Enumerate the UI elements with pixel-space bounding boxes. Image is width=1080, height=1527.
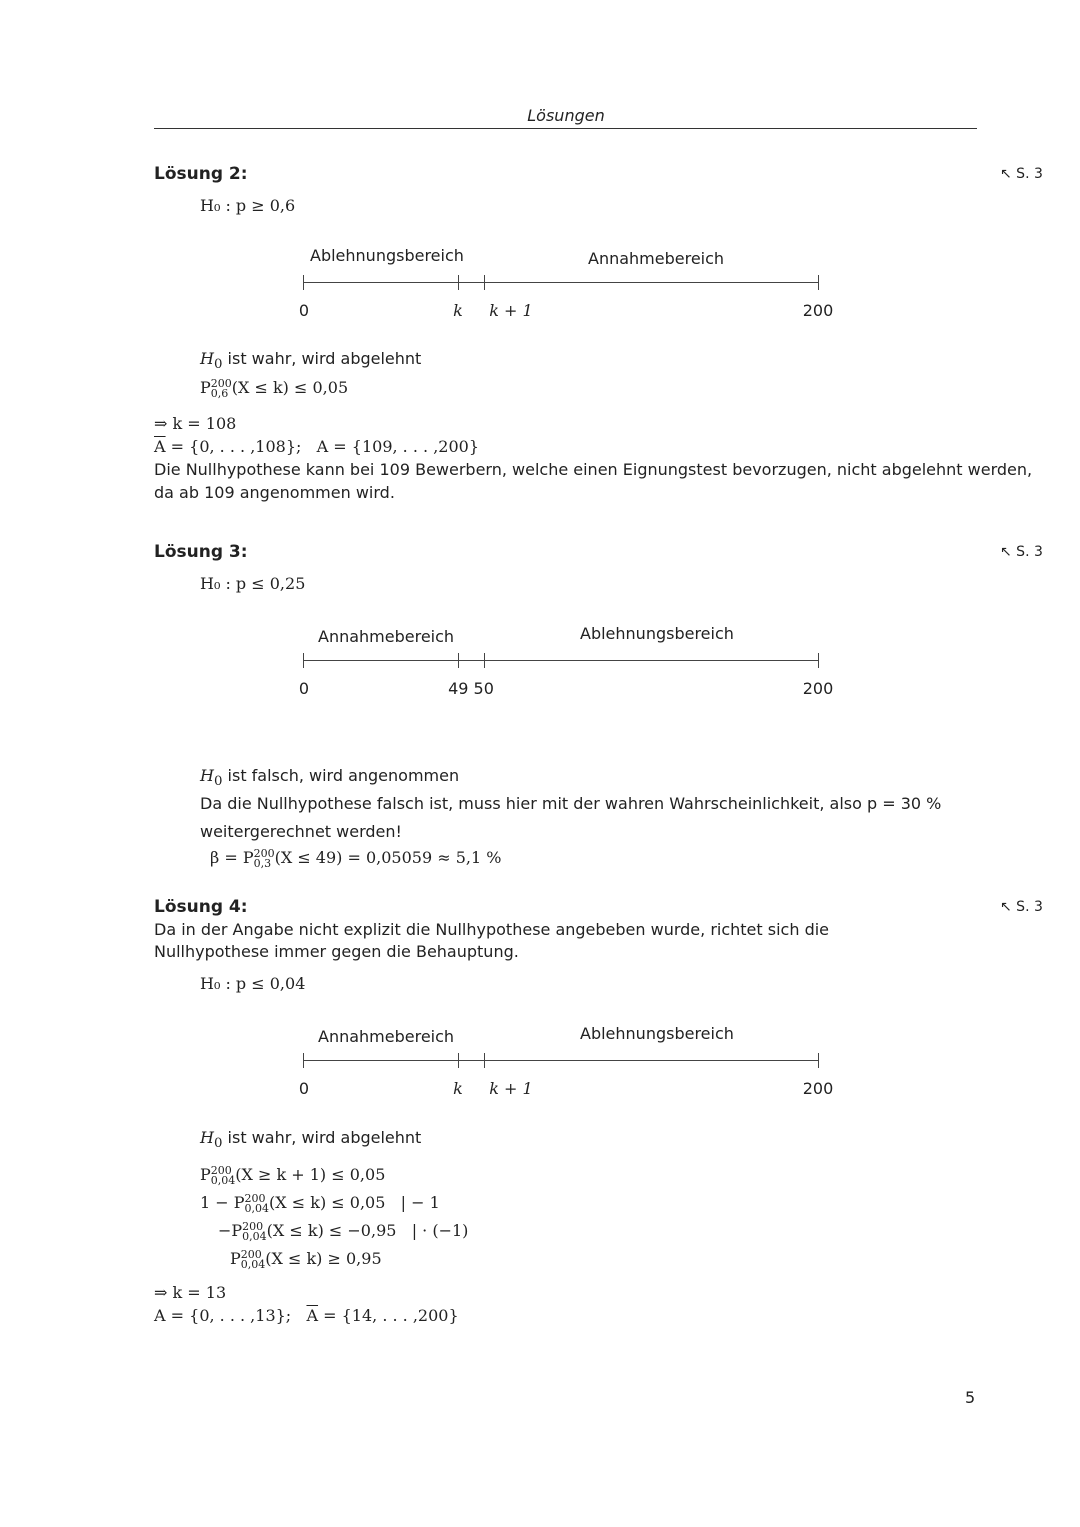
number-line — [298, 1024, 834, 1099]
tick-label: k + 1 — [489, 301, 533, 320]
hypothesis: H₀ : p ≤ 0,04 — [200, 974, 306, 993]
conclusion-line: Die Nullhypothese kann bei 109 Bewerbern, welche einen Eignungstest bevorzugen, nicht abgelehnt werden, — [154, 460, 1033, 479]
back-reference-link[interactable]: ↖ S. 3 — [1000, 544, 1043, 560]
rejection-region-label: Ablehnungsbereich — [310, 246, 464, 265]
case-statement: $H_0$ ist falsch, wird angenommen — [200, 766, 460, 790]
header-title: Lösungen — [527, 106, 605, 125]
tick — [303, 1053, 304, 1068]
page-number: 5 — [965, 1388, 976, 1407]
axis-line — [303, 282, 819, 283]
explanation-line: Da die Nullhypothese falsch ist, muss hier mit der wahren Wahrscheinlichkeit, also p = 30 % — [200, 794, 942, 813]
tick-label: k — [453, 301, 463, 320]
tick — [458, 275, 459, 290]
solution-2-heading: Lösung 2: — [154, 164, 248, 184]
tick-label: k + 1 — [489, 1079, 533, 1098]
sets: $\overline{A} = \{0$, . . . ,108}; A = {109, . . . ,200} — [154, 437, 479, 456]
hypothesis: H₀ : p ≥ 0,6 — [200, 196, 296, 215]
tick-label: 0 — [298, 1079, 310, 1098]
beta-formula: β = P 200 0,3 (X ≤ 49) = 0,05059 ≈ 5,1 % — [210, 846, 502, 870]
explanation-line: weitergerechnet werden! — [200, 822, 402, 841]
acceptance-region-label: Annahmebereich — [318, 1027, 455, 1046]
result: ⇒ k = 13 — [154, 1283, 227, 1302]
tick-label: k — [453, 1079, 463, 1098]
back-reference-link[interactable]: ↖ S. 3 — [1000, 166, 1043, 182]
solution-4-heading: Lösung 4: — [154, 897, 248, 917]
axis-line — [303, 1060, 819, 1061]
result: ⇒ k = 108 — [154, 414, 237, 433]
number-line — [298, 624, 834, 699]
case-statement: $H_0$ ist wahr, wird abgelehnt — [200, 1128, 422, 1152]
header-rule — [154, 128, 977, 129]
tick — [818, 1053, 819, 1068]
acceptance-region-label: Annahmebereich — [318, 627, 455, 646]
acceptance-region-label: Annahmebereich — [588, 249, 725, 268]
tick-label: 200 — [802, 679, 834, 698]
tick — [458, 653, 459, 668]
back-reference-link[interactable]: ↖ S. 3 — [1000, 899, 1043, 915]
case-statement: $H_0$ ist wahr, wird abgelehnt — [200, 349, 422, 373]
tick — [484, 275, 485, 290]
tick — [818, 653, 819, 668]
tick-label: 0 — [298, 679, 310, 698]
tick — [484, 1053, 485, 1068]
tick — [303, 653, 304, 668]
intro-line: Nullhypothese immer gegen die Behauptung. — [154, 942, 519, 961]
rejection-region-label: Ablehnungsbereich — [580, 1024, 734, 1043]
hypothesis: H₀ : p ≤ 0,25 — [200, 574, 306, 593]
tick-label: 200 — [802, 1079, 834, 1098]
solution-3-heading: Lösung 3: — [154, 542, 248, 562]
tick — [818, 275, 819, 290]
derivation-step: P 200 0,04 (X ≤ k) ≥ 0,95 — [230, 1247, 382, 1271]
sets: A = {0, . . . ,13}; $\overline{A} = \{14$, . . . ,200} — [154, 1306, 459, 1325]
derivation-step: P 200 0,04 (X ≥ k + 1) ≤ 0,05 — [200, 1163, 386, 1187]
axis-line — [303, 660, 819, 661]
inequality: P 200 0,6 (X ≤ k) ≤ 0,05 — [200, 376, 349, 400]
tick — [303, 275, 304, 290]
intro-line: Da in der Angabe nicht explizit die Nullhypothese angebeben wurde, richtet sich die — [154, 920, 830, 939]
tick-label: 0 — [298, 301, 310, 320]
number-line — [298, 246, 834, 321]
rejection-region-label: Ablehnungsbereich — [580, 624, 734, 643]
tick-label: 200 — [802, 301, 834, 320]
derivation-step: −P 200 0,04 (X ≤ k) ≤ −0,95 | · (−1) — [218, 1219, 469, 1243]
derivation-step: 1 − P 200 0,04 (X ≤ k) ≤ 0,05 | − 1 — [200, 1191, 440, 1215]
conclusion-line: da ab 109 angenommen wird. — [154, 483, 395, 502]
tick — [458, 1053, 459, 1068]
tick — [484, 653, 485, 668]
tick-label: 49 50 — [448, 679, 494, 698]
